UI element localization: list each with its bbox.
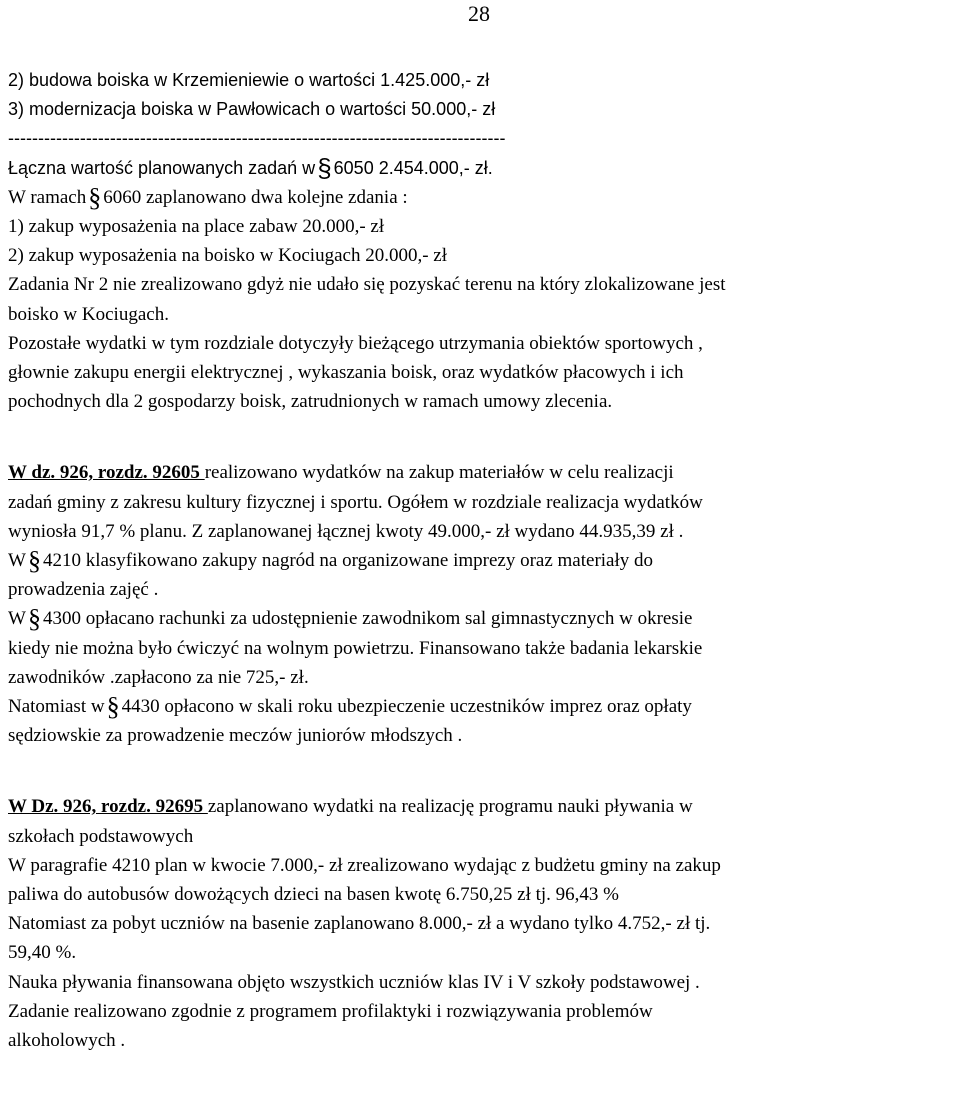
text-line [8,938,958,967]
text-line [8,575,958,604]
text-line [8,517,958,546]
section-symbol-icon: § [27,546,41,576]
section-heading: W Dz. 926, rozdz. 92695 [8,796,208,818]
line-text-after-symbol: 4210 klasyfikowano zakupy nagród na organizowane imprezy oraz materiały do [42,550,654,572]
section-heading: W dz. 926, rozdz. 92605 [8,462,205,484]
line-text: głownie zakupu energii elektrycznej , wykaszania boisk, oraz wydatków płacowych i ich [8,362,684,384]
text-line [8,154,958,183]
text-line [8,663,958,692]
line-text: 3) modernizacja boiska w Pawłowicach o wartości 50.000,- zł [8,99,496,120]
text-line [8,66,958,95]
text-line [8,212,958,241]
line-text: wyniosła 91,7 % planu. Z zaplanowanej łącznej kwoty 49.000,- zł wydano 44.935,39 zł . [8,520,684,542]
line-text: kiedy nie można było ćwiczyć na wolnym powietrzu. Finansowano także badania lekarskie [8,637,703,659]
text-line [8,546,958,575]
line-text-after-symbol: 6050 2.454.000,- zł. [333,157,493,178]
text-line [8,634,958,663]
section-symbol-icon: § [106,692,120,722]
text-line [8,300,958,329]
line-text: realizowano wydatków na zakup materiałów w celu realizacji [204,462,674,484]
text-line [8,880,958,909]
line-text: boisko w Kociugach. [8,303,169,325]
text-line [8,822,958,851]
line-text: sędziowskie za prowadzenie meczów juniorów młodszych . [8,725,463,747]
line-text: szkołach podstawowych [8,825,194,847]
text-line [8,1026,958,1055]
line-text: Nauka pływania finansowana objęto wszystkich uczniów klas IV i V szkoły podstawowej . [8,971,700,993]
text-line [8,358,958,387]
line-text: W paragrafie 4210 plan w kwocie 7.000,- zł zrealizowano wydając z budżetu gminy na zakup [8,854,721,876]
text-line [8,241,958,270]
section-symbol-icon: § [88,182,102,212]
line-text: Zadanie realizowano zgodnie z programem profilaktyki i rozwiązywania problemów [8,1000,653,1022]
text-line [8,329,958,358]
line-text: zadań gminy z zakresu kultury fizycznej i sportu. Ogółem w rozdziale realizacja wydatków [8,491,703,513]
text-line [8,792,958,821]
text-line [8,909,958,938]
text-line [8,183,958,212]
text-line [8,721,958,750]
line-text: 1) zakup wyposażenia na place zabaw 20.000,- zł [8,216,385,238]
line-text-after-symbol: 4430 opłacono w skali roku ubezpieczenie uczestników imprez oraz opłaty [121,696,692,718]
line-text-after-symbol: 4300 opłacano rachunki za udostępnienie zawodnikom sal gimnastycznych w okresie [42,608,693,630]
line-text: Natomiast za pobyt uczniów na basenie zaplanowano 8.000,- zł a wydano tylko 4.752,- zł tj. [8,913,711,935]
line-text: pochodnych dla 2 gospodarzy boisk, zatrudnionych w ramach umowy zlecenia. [8,391,613,413]
text-line [8,968,958,997]
paragraph-gap [8,416,958,458]
line-text: Pozostałe wydatki w tym rozdziale dotyczyły bieżącego utrzymania obiektów sportowych , [8,332,703,354]
text-line [8,692,958,721]
text-line [8,488,958,517]
section-symbol-icon: § [27,604,41,634]
text-line [8,124,958,153]
line-text: Zadania Nr 2 nie zrealizowano gdyż nie udało się pozyskać terenu na który zlokalizowane jest [8,274,726,296]
text-line [8,270,958,299]
page-number: 28 [468,1,490,26]
line-text: W ramach [8,186,87,208]
line-text: W [8,608,26,630]
document-body [8,66,958,1055]
line-text: alkoholowych . [8,1030,126,1052]
text-line [8,458,958,487]
line-text: 59,40 %. [8,942,77,964]
line-text: zawodników .zapłacono za nie 725,- zł. [8,666,309,688]
line-text: 2) zakup wyposażenia na boisko w Kociugach 20.000,- zł [8,245,447,267]
paragraph-gap [8,750,958,792]
text-line [8,851,958,880]
line-text: prowadzenia zajęć . [8,579,159,601]
text-line [8,95,958,124]
text-line [8,604,958,633]
line-text: Łączna wartość planowanych zadań w [8,157,316,178]
line-text: W [8,550,26,572]
line-text: ----------------------------------------------------------------------------------- [8,128,506,149]
line-text: paliwa do autobusów dowożących dzieci na basen kwotę 6.750,25 zł tj. 96,43 % [8,884,620,906]
line-text: 2) budowa boiska w Krzemieniewie o wartości 1.425.000,- zł [8,70,490,90]
section-symbol-icon: § [317,152,332,183]
line-text: Natomiast w [8,696,105,718]
text-line [8,997,958,1026]
text-line [8,387,958,416]
line-text-after-symbol: 6060 zaplanowano dwa kolejne zdania : [103,186,408,208]
line-text: zaplanowano wydatki na realizację programu nauki pływania w [207,796,693,818]
